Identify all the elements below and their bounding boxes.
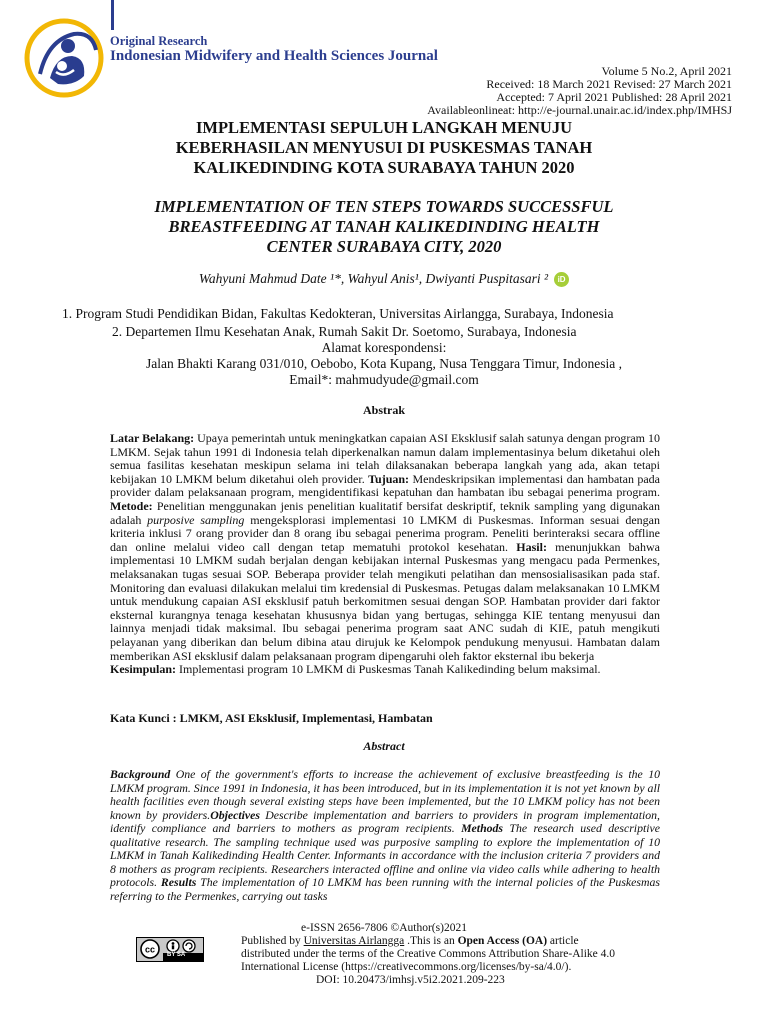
article-type-label: Original Research [110, 34, 208, 48]
background-en-text: One of the government's efforts to increase the achievement of exclusive breastfeeding is the 10 LMKM program. Since 1991 in Indonesia, it has been introduced, but in its implementation it is not yet known by all health facilities even though several existing steps have been implemented, but the 10 LMKM policy has not been known by providers. [110, 767, 660, 822]
received-date: Received: 18 March 2021 Revised: 27 March 2021 [486, 77, 732, 91]
title-en-line-2: BREASTFEEDING AT TANAH KALIKEDINDING HEALTH [168, 217, 600, 236]
methods-en-text: The research used descriptive qualitative research. The sampling technique used was purposive sampling to explore the implementation of 10 LMKM in Tanah Kalikedinding Health Center. Informants in accordance with the inclusion criteria 7 providers and 8 mothers as program recipients. Researchers interacted offline and online via video calls while adhering to health protocols. [110, 821, 660, 889]
cc-by-sa-badge[interactable] [136, 937, 204, 962]
method-text: Penelitian menggunakan jenis penelitian kualitatif bersifat deskriptif, teknik sampling yang digunakan adalah [110, 498, 660, 527]
publisher-link[interactable]: Universitas Airlangga [303, 935, 405, 947]
svg-text:cc: cc [144, 944, 156, 955]
result-text: menunjukkan bahwa implementasi 10 LMKM sudah berjalan dengan kebijakan internal Puskesmas yang mengacu pada Permenkes, melaksanakan tugas sesuai SOP. Beberapa provider telah mengikuti pelatihan dan mensosialisasikan pada staf. Monitoring dan evaluasi dilakukan melalui tim kredensial di Puskesmas. Petugas dalam melaksanakan 10 LMKM untuk mendukung capaian ASI eksklusif patuh berkomitmen sesuai dengan SOP. Hambatan provider dari faktor eksternal kurangnya tenaga kesehatan khususnya bidan yang bertugas, sehingga KIE tentang menyusui dan lainnya menjadi tidak maksimal. Ibu sebagai penerima program saat ANC sudah di KIE, patuh mengikuti pelayanan yang diberikan dan belum dibina atau dirujuk ke Kelompok pendukung menyusui. Hambatan dalam memberikan ASI eksklusif dalam pelaksanaan program dipengaruhi oleh faktor eksternal ibu bekerja [110, 539, 661, 663]
journal-name: Indonesian Midwifery and Health Sciences Journal [110, 48, 438, 64]
volume-info: Volume 5 No.2, April 2021 [601, 64, 732, 78]
issn-line: e-ISSN 2656-7806 ©Author(s)2021 [301, 922, 467, 934]
results-en-text: The implementation of 10 LMKM has been running with the internal policies of the Puskesmas referring to the Permenkes, carrying out tasks [110, 875, 660, 903]
abstrak-body [110, 432, 660, 677]
background-label: Latar Belakang: [110, 431, 195, 445]
abstract-heading: Abstract [363, 739, 405, 753]
affiliation-1: 1. Program Studi Pendidikan Bidan, Fakultas Kedokteran, Universitas Airlangga, Surabaya, Indonesia [62, 306, 614, 321]
title-indonesian [0, 118, 768, 178]
abstract-body [110, 768, 660, 903]
affiliation-2: 2. Departemen Ilmu Kesehatan Anak, Rumah Sakit Dr. Soetomo, Surabaya, Indonesia [112, 324, 577, 339]
methods-en-label: Methods [461, 821, 504, 835]
objective-label: Tujuan: [368, 471, 410, 486]
title-en-line-3: CENTER SURABAYA CITY, 2020 [266, 237, 502, 256]
license-line-2: distributed under the terms of the Creative Commons Attribution Share-Alike 4.0 [241, 948, 616, 960]
correspondence-email: Email*: mahmudyude@gmail.com [289, 372, 479, 387]
journal-logo-icon [22, 16, 106, 100]
title-id-line-1: IMPLEMENTASI SEPULUH LANGKAH MENUJU [195, 118, 572, 137]
cc-badge-text: BY SA [167, 952, 186, 958]
publisher-suffix: article [547, 935, 579, 947]
background-text: Upaya pemerintah untuk meningkatkan capaian ASI Eksklusif salah satunya dengan program 10 LMKM. Sejak tahun 1991 di Indonesia telah diperkenalkan namun dalam implementasinya belum diketahui oleh semua fasilitas kesehatan meskipun selama ini telah dilaksanakan beberapa langkah yang ada, akan tetapi kebijakan 10 LMKM belum diketahui oleh provider. [110, 431, 660, 486]
orcid-icon[interactable]: iD [554, 272, 569, 287]
method-text-cont: mengeksplorasi implementasi 10 LMKM di Puskesmas. Informan sesuai dengan kriteria inklusi 7 orang provider dan 8 orang ibu sebagai penerima program. Peneliti berinteraksi secara offline dan online melalui video call dengan tetap mematuhi protokol kesehatan. [110, 512, 660, 554]
correspondence-label: Alamat korespondensi: [321, 340, 447, 355]
method-italic-term: purposive sampling [147, 512, 245, 527]
result-label: Hasil: [516, 539, 547, 554]
publisher-prefix: Published by [241, 935, 304, 947]
doi-line: DOI: 10.20473/imhsj.v5i2.2021.209-223 [316, 974, 505, 986]
conclusion-text: Implementasi program 10 LMKM di Puskesmas Tanah Kalikedinding belum maksimal. [176, 662, 601, 677]
title-id-line-3: KALIKEDINDING KOTA SURABAYA TAHUN 2020 [193, 158, 575, 177]
objectives-en-text: Describe implementation and barriers to providers in program implementation, identify compliance and barriers to mothers as program recipients. [110, 807, 661, 835]
background-en-label: Background [110, 767, 171, 781]
publisher-mid: .This is an [404, 935, 458, 947]
method-label: Metode: [110, 498, 153, 513]
authors-text: Wahyuni Mahmud Date ¹*, Wahyul Anis¹, Dwiyanti Puspitasari ² [198, 271, 549, 286]
author-list [0, 271, 768, 287]
keywords: Kata Kunci : LMKM, ASI Eksklusif, Implementasi, Hambatan [110, 711, 433, 725]
objectives-en-label: Objectives [210, 807, 260, 822]
license-line-3: International License (https://creativecommons.org/licenses/by-sa/4.0/). [241, 961, 572, 973]
title-id-line-2: KEBERHASILAN MENYUSUI DI PUSKESMAS TANAH [175, 138, 593, 157]
open-access-label: Open Access (OA) [457, 935, 548, 947]
conclusion-label: Kesimpulan: [110, 662, 177, 677]
publisher-line [241, 935, 579, 948]
correspondence-address: Jalan Bhakti Karang 031/010, Oebobo, Kota Kupang, Nusa Tenggara Timur, Indonesia , [146, 356, 622, 371]
title-en-line-1: IMPLEMENTATION OF TEN STEPS TOWARDS SUCCESSFUL [154, 197, 614, 216]
online-url: Availableonlineat: http://e-journal.unair.ac.id/index.php/IMHSJ [427, 103, 732, 117]
title-english [0, 197, 768, 257]
abstrak-heading: Abstrak [362, 403, 405, 417]
results-en-label: Results [160, 875, 197, 889]
accepted-date: Accepted: 7 April 2021 Published: 28 April 2021 [496, 90, 732, 104]
header-accent-line [111, 0, 114, 30]
objective-text: Mendeskripsikan implementasi dan hambatan pada provider dalam pelaksanaan program, mengidentifikasi kepatuhan dan hambatan ibu sebagai penerima program. [110, 471, 661, 500]
